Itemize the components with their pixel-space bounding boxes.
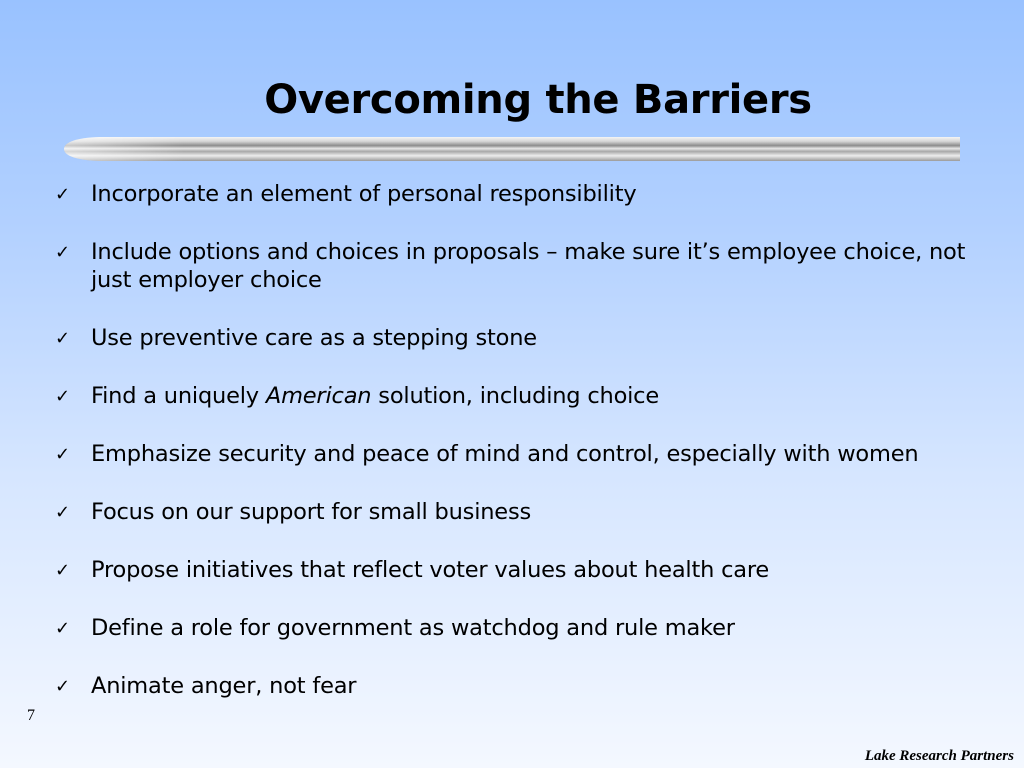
- check-mark-icon: ✓: [55, 184, 70, 205]
- bullet-item: [55, 498, 995, 526]
- check-mark-icon: ✓: [55, 386, 70, 407]
- bullet-text: Propose initiatives that reflect voter values about health care: [91, 557, 770, 583]
- title-divider-bar: [64, 136, 960, 162]
- check-mark-icon: ✓: [55, 676, 70, 697]
- check-mark-icon: ✓: [55, 242, 70, 263]
- bullet-text-tail: solution, including choice: [371, 383, 659, 409]
- bullet-item: [55, 238, 995, 294]
- bullet-text: Emphasize security and peace of mind and control, especially with women: [91, 441, 919, 467]
- bullet-item: [55, 556, 995, 584]
- bullet-text: Include options and choices in proposals – make sure it’s employee choice, not just employer choice: [91, 239, 966, 293]
- bullet-text-lead: Find a uniquely: [91, 383, 266, 409]
- check-mark-icon: ✓: [55, 618, 70, 639]
- bullet-item: [55, 614, 995, 642]
- footer-company-name: Lake Research Partners: [864, 748, 1014, 764]
- bullet-text: Animate anger, not fear: [91, 673, 357, 699]
- check-mark-icon: ✓: [55, 328, 70, 349]
- bullet-item: [55, 324, 995, 352]
- bullet-item: [55, 440, 995, 468]
- bullet-text: [91, 383, 659, 409]
- check-mark-icon: ✓: [55, 560, 70, 581]
- bullet-text: Incorporate an element of personal responsibility: [91, 181, 637, 207]
- bullet-item: [55, 180, 995, 208]
- check-mark-icon: ✓: [55, 502, 70, 523]
- check-mark-icon: ✓: [55, 444, 70, 465]
- bullet-list: [55, 180, 995, 700]
- slide-title: Overcoming the Barriers: [264, 77, 812, 123]
- bullet-text: Define a role for government as watchdog and rule maker: [91, 615, 735, 641]
- bullet-item: [55, 382, 995, 410]
- bullet-item: [55, 672, 995, 700]
- slide-number: 7: [27, 707, 35, 724]
- bullet-emphasis: American: [265, 383, 372, 409]
- bullet-text: Use preventive care as a stepping stone: [91, 325, 537, 351]
- bullet-text: Focus on our support for small business: [91, 499, 531, 525]
